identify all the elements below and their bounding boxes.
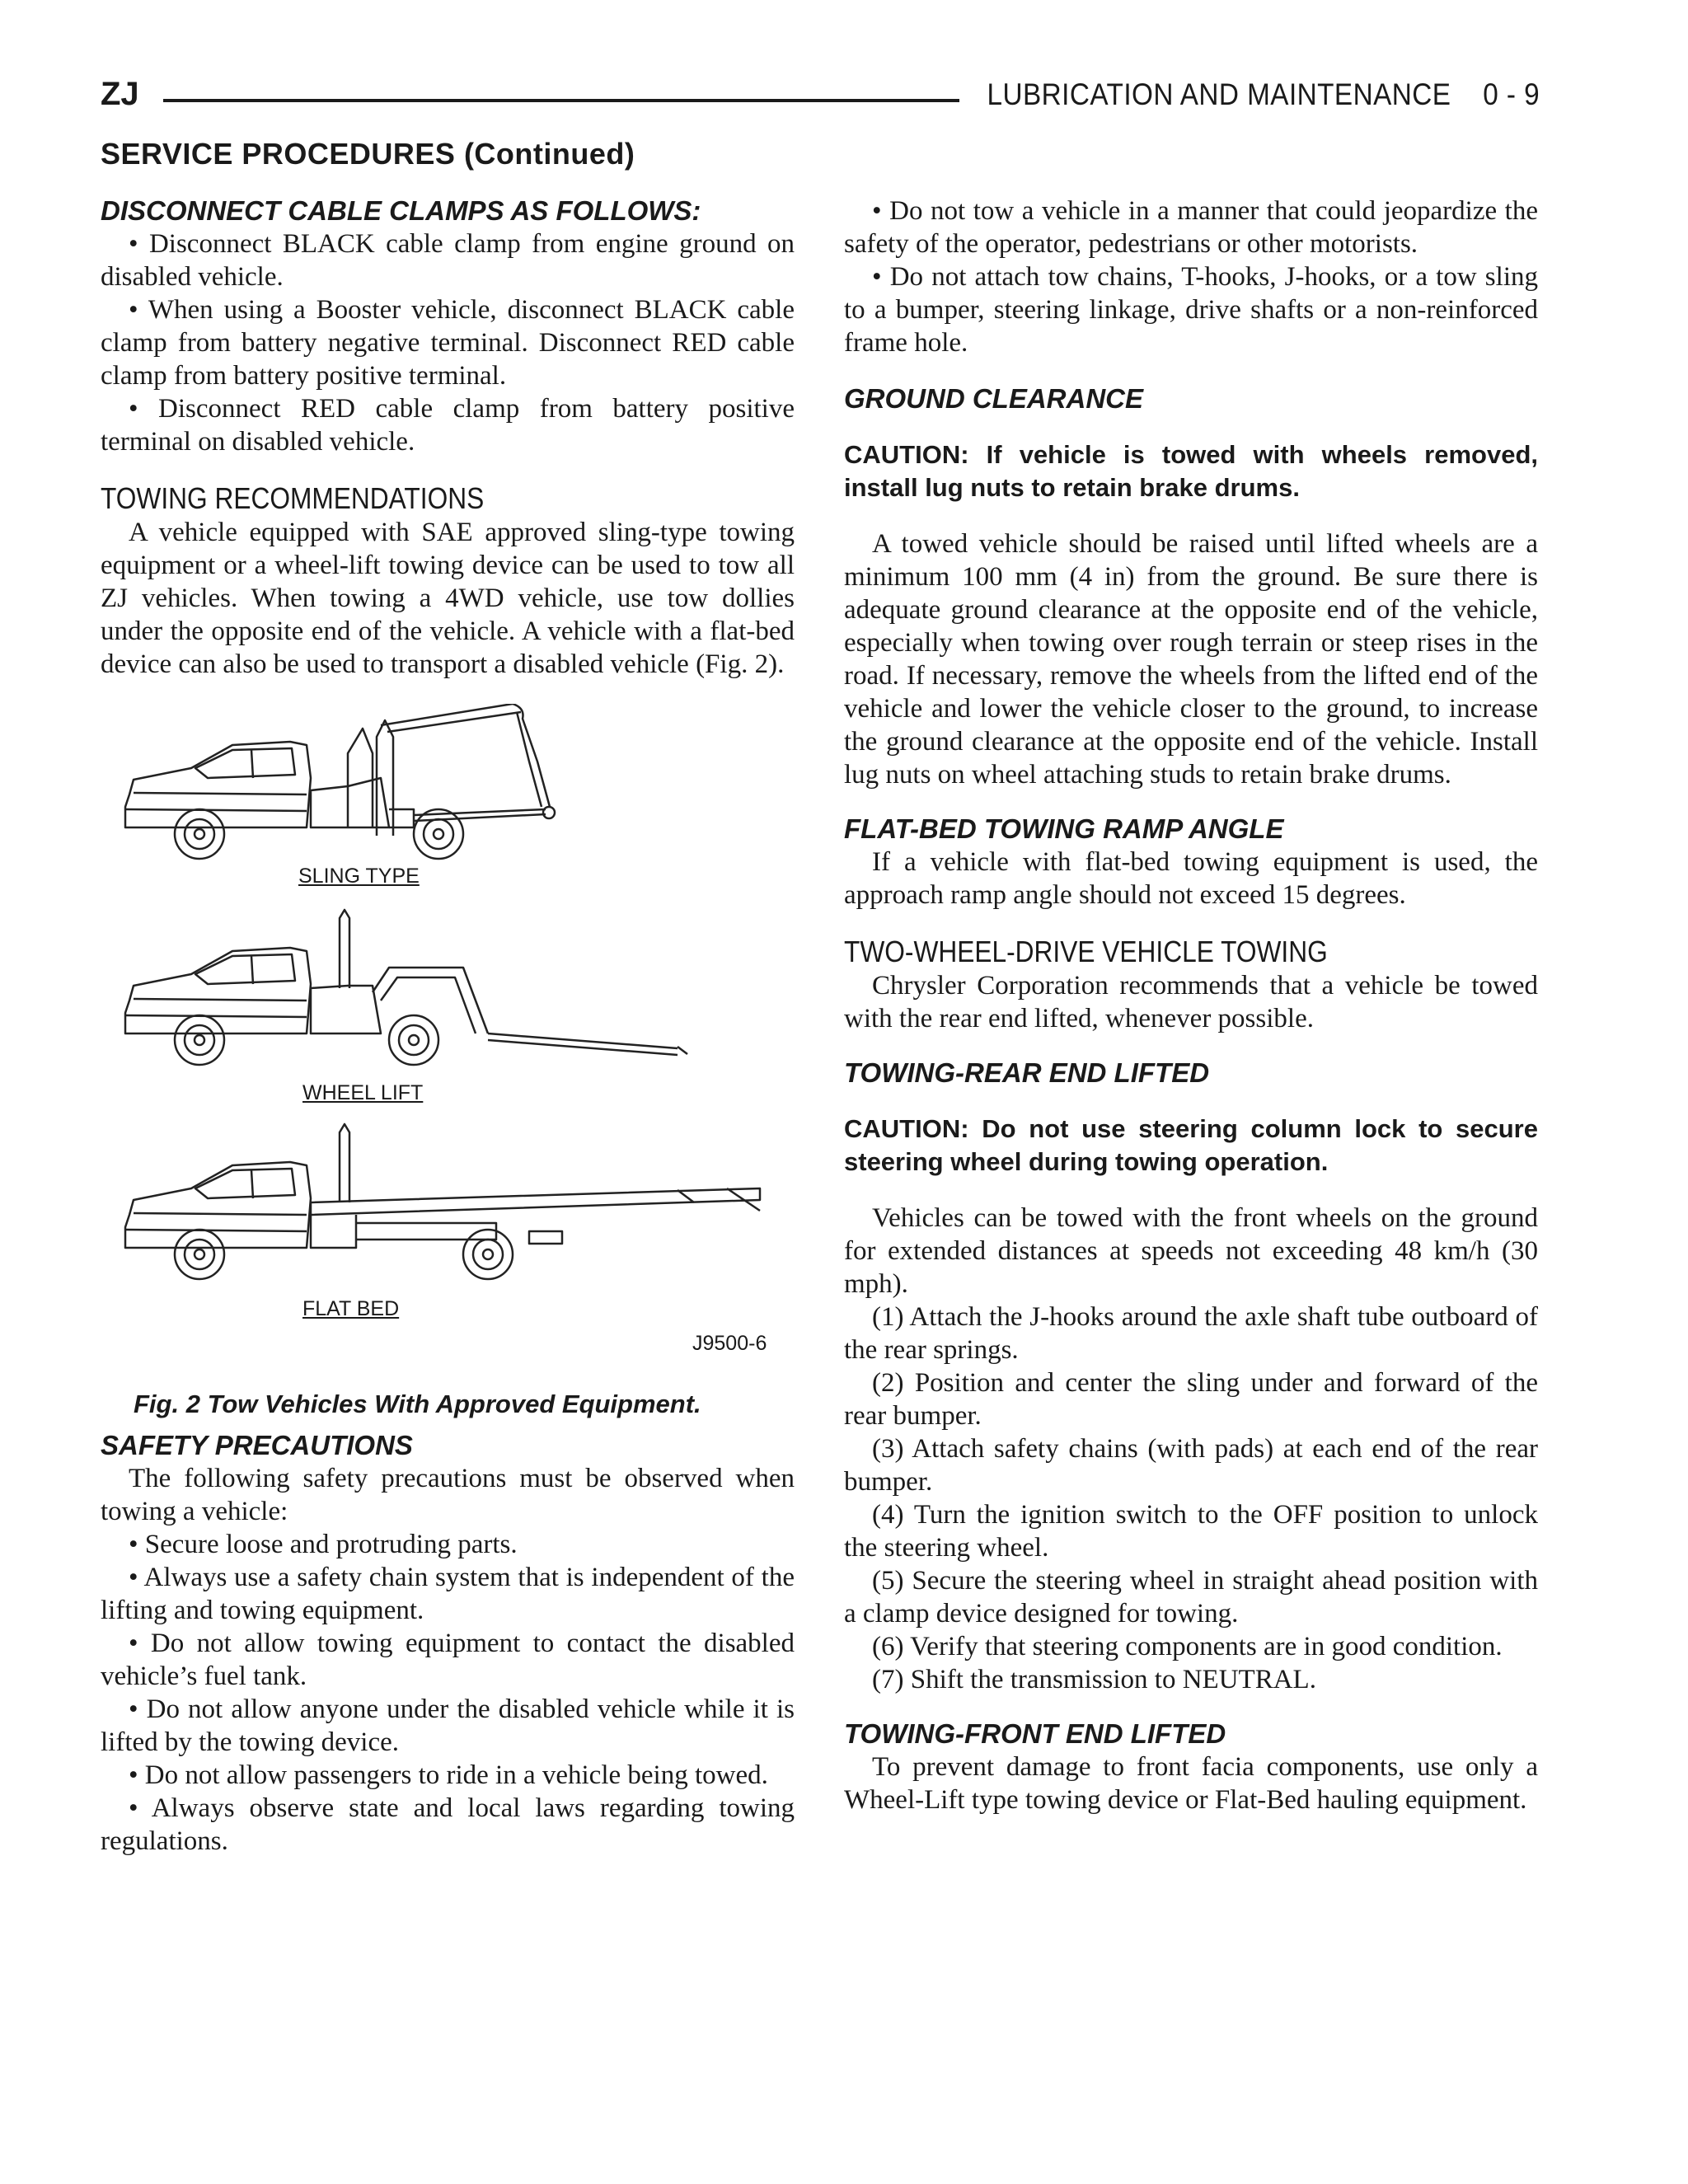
sling-type-truck-drawing bbox=[125, 704, 555, 859]
front-end-text: To prevent damage to front facia components, use only a Wheel-Lift type towing device or Flat-Bed hauling equipment. bbox=[844, 1752, 1538, 1815]
ground-clearance-caution: CAUTION: If vehicle is towed with wheels removed, install lug nuts to retain brake drums. bbox=[844, 440, 1538, 502]
rear-end-step: (4) Turn the ignition switch to the OFF position to unlock the steering wheel. bbox=[844, 1500, 1538, 1563]
flat-bed-ramp-text: If a vehicle with flat-bed towing equipment is used, the approach ramp angle should not exceed 15 degrees. bbox=[844, 847, 1538, 910]
tow-vehicles-illustration bbox=[101, 704, 795, 1388]
disconnect-heading: DISCONNECT CABLE CLAMPS AS FOLLOWS: bbox=[101, 195, 701, 226]
disconnect-item: • Disconnect BLACK cable clamp from engine ground on disabled vehicle. bbox=[101, 229, 795, 292]
rear-end-lifted-heading: TOWING-REAR END LIFTED bbox=[844, 1057, 1210, 1088]
figure-caption: Fig. 2 Tow Vehicles With Approved Equipment. bbox=[134, 1390, 701, 1418]
rear-end-step: (7) Shift the transmission to NEUTRAL. bbox=[872, 1665, 1316, 1694]
header-title bbox=[987, 77, 1540, 112]
left-column bbox=[101, 194, 795, 1858]
wheel-lift-truck-drawing bbox=[125, 910, 687, 1065]
safety-item: • Do not allow anyone under the disabled vehicle while it is lifted by the towing device. bbox=[101, 1694, 795, 1757]
wheel-lift-label: WHEEL LIFT bbox=[302, 1081, 424, 1104]
rear-end-caution: CAUTION: Do not use steering column lock to secure steering wheel during towing operation. bbox=[844, 1114, 1538, 1176]
model-code: ZJ bbox=[101, 76, 139, 112]
disconnect-item: • When using a Booster vehicle, disconnect BLACK cable clamp from battery negative terminal. Disconnect RED cable clamp from battery positive terminal. bbox=[101, 295, 795, 391]
safety-precautions-heading: SAFETY PRECAUTIONS bbox=[101, 1430, 413, 1460]
page-number: 0 - 9 bbox=[1483, 77, 1540, 111]
figure-code: J9500-6 bbox=[692, 1332, 767, 1355]
flat-bed-label: FLAT BED bbox=[302, 1297, 400, 1320]
safety-item: • Always observe state and local laws regarding towing regulations. bbox=[101, 1793, 795, 1856]
disconnect-item: • Disconnect RED cable clamp from battery positive terminal on disabled vehicle. bbox=[101, 394, 795, 457]
ground-clearance-text: A towed vehicle should be raised until lifted wheels are a minimum 100 mm (4 in) from the ground. Be sure there is adequate ground clearance at the opposite end of the vehicle, especially when towing over rough terrain or steep rises in the road. If necessary, remove the wheels from the lifted end of the vehicle and lower the vehicle closer to the ground, to increase the ground clearance at the opposite end of the vehicle. Install lug nuts on wheel attaching studs to retain brake drums. bbox=[844, 529, 1538, 790]
safety-item: • Secure loose and protruding parts. bbox=[129, 1530, 518, 1559]
safety-item: • Do not allow passengers to ride in a vehicle being towed. bbox=[129, 1760, 768, 1790]
rear-end-text: Vehicles can be towed with the front wheels on the ground for extended distances at speeds not exceeding 48 km/h (30 mph). bbox=[844, 1203, 1538, 1299]
rear-end-step: (1) Attach the J-hooks around the axle shaft tube outboard of the rear springs. bbox=[844, 1302, 1538, 1365]
page-header bbox=[101, 76, 1540, 122]
header-rule bbox=[163, 99, 959, 102]
tow-vehicles-figure bbox=[101, 704, 795, 1388]
safety-item: • Always use a safety chain system that is independent of the lifting and towing equipment. bbox=[101, 1563, 795, 1625]
sling-type-label: SLING TYPE bbox=[298, 865, 420, 888]
safety-intro: The following safety precautions must be observed when towing a vehicle: bbox=[101, 1464, 795, 1526]
safety-item: • Do not allow towing equipment to contact the disabled vehicle’s fuel tank. bbox=[101, 1629, 795, 1691]
rear-end-step: (3) Attach safety chains (with pads) at each end of the rear bumper. bbox=[844, 1434, 1538, 1497]
rear-end-step: (6) Verify that steering components are in good condition. bbox=[872, 1632, 1503, 1661]
flat-bed-truck-drawing bbox=[125, 1124, 760, 1279]
safety-item: • Do not attach tow chains, T-hooks, J-hooks, or a tow sling to a bumper, steering linkage, drive shafts or a non-reinforced frame hole. bbox=[844, 262, 1538, 358]
rear-end-step: (5) Secure the steering wheel in straight ahead position with a clamp device designed for towing. bbox=[844, 1566, 1538, 1629]
right-column bbox=[844, 194, 1538, 1816]
safety-item: • Do not tow a vehicle in a manner that could jeopardize the safety of the operator, pedestrians or other motorists. bbox=[844, 196, 1538, 259]
towing-recommendations-heading: TOWING RECOMMENDATIONS bbox=[101, 481, 485, 515]
two-wheel-drive-text: Chrysler Corporation recommends that a vehicle be towed with the rear end lifted, whenever possible. bbox=[844, 971, 1538, 1033]
rear-end-step: (2) Position and center the sling under and forward of the rear bumper. bbox=[844, 1368, 1538, 1431]
two-wheel-drive-heading: TWO-WHEEL-DRIVE VEHICLE TOWING bbox=[844, 935, 1328, 968]
service-procedures-heading: SERVICE PROCEDURES (Continued) bbox=[101, 137, 635, 171]
front-end-lifted-heading: TOWING-FRONT END LIFTED bbox=[844, 1718, 1226, 1749]
section-title: LUBRICATION AND MAINTENANCE bbox=[987, 77, 1451, 111]
flat-bed-ramp-heading: FLAT-BED TOWING RAMP ANGLE bbox=[844, 813, 1284, 844]
towing-recommendations-text: A vehicle equipped with SAE approved sling-type towing equipment or a wheel-lift towing device can be used to tow all ZJ vehicles. When towing a 4WD vehicle, use tow dollies under the opposite end of the vehicle. A vehicle with a flat-bed device can also be used to transport a disabled vehicle (Fig. 2). bbox=[101, 518, 795, 679]
ground-clearance-heading: GROUND CLEARANCE bbox=[844, 383, 1143, 414]
